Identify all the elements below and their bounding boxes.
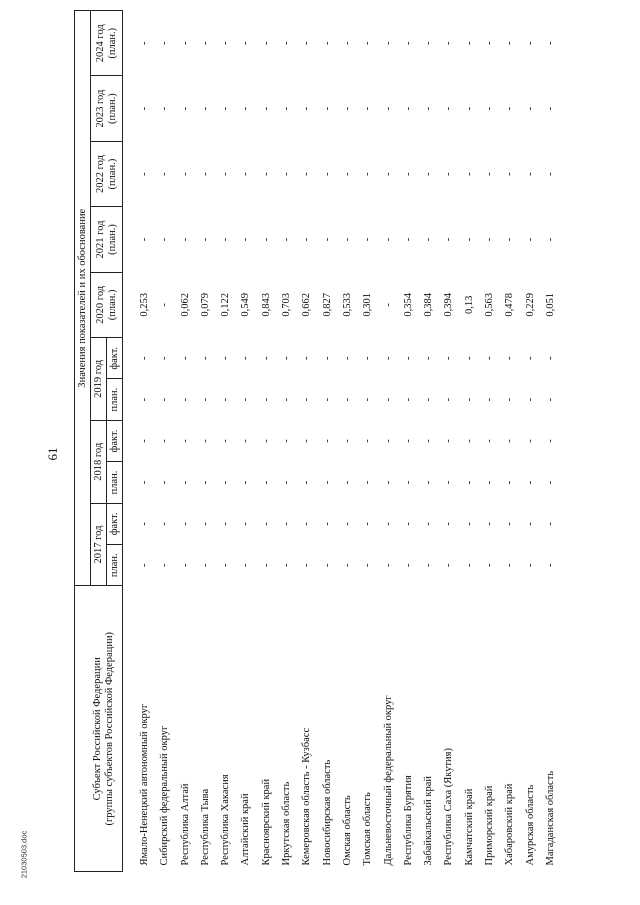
value-cell: - [362,563,374,568]
value-cell: - [402,522,414,526]
value-cell: - [301,356,313,360]
subject-name: Магаданская область [544,770,556,866]
table-row [358,11,378,872]
value-cell: - [199,237,211,242]
value-cell: - [301,480,313,485]
value-cell: - [423,356,435,360]
fact-header: факт. [107,503,123,544]
value-cell: - [524,237,536,242]
value-cell: - [159,356,171,360]
value-cell: - [199,41,211,45]
value-cell: - [382,356,394,360]
value-cell: 0,122 [220,293,232,317]
value-cell: - [463,41,475,45]
value-cell: - [402,106,414,111]
year-2024-header: 2024 год (план.) [91,11,123,76]
subject-name: Ямало-Ненецкий автономный округ [139,703,150,866]
value-cell: - [260,397,272,402]
subject-name: Алтайский край [240,793,252,866]
table-row [135,11,155,872]
value-cell: 0,13 [463,295,475,315]
value-cell: - [484,563,496,568]
subject-name: Омская область [341,795,353,866]
value-cell: - [139,563,150,568]
value-cell: - [423,172,435,176]
subject-column-header [75,586,123,872]
value-cell: - [159,41,171,45]
value-cell: - [443,480,455,485]
table-body [123,11,562,872]
value-cell: 0,079 [199,293,211,317]
value-cell: - [443,106,455,111]
value-cell: - [220,106,232,111]
table-row [399,11,419,872]
value-cell: - [463,106,475,111]
value-cell: - [402,439,414,443]
value-cell: 0,533 [341,293,353,317]
value-cell: 0,062 [179,293,191,317]
table-row [379,11,399,872]
value-cell: - [484,439,496,443]
value-cell: - [443,172,455,176]
value-cell: - [240,522,252,526]
value-cell: - [240,237,252,242]
year-2021-header: 2021 год (план.) [91,207,123,272]
value-cell: - [382,397,394,402]
value-cell: - [443,439,455,443]
value-cell: - [524,172,536,176]
value-cell: - [139,522,150,526]
value-cell: - [139,356,150,360]
value-cell: - [301,522,313,526]
value-cell: - [240,439,252,443]
value-cell: 0,384 [423,293,435,317]
table-row [196,11,216,872]
value-cell: - [484,522,496,526]
table-row [460,11,480,872]
subject-name: Республика Тыва [199,788,211,866]
value-cell: 0,301 [362,293,374,317]
value-cell: - [260,439,272,443]
subject-name: Хабаровский край [504,783,516,866]
value-cell: - [524,41,536,45]
year-2018-header: 2018 год [91,420,107,503]
value-cell: - [443,522,455,526]
table-row [155,11,175,872]
value-cell: - [504,397,516,402]
year-2019-header: 2019 год [91,338,107,421]
file-name: 21030503.doc [19,830,29,879]
value-cell: - [240,480,252,485]
value-cell: - [281,397,293,402]
subject-name: Республика Саха (Якутия) [443,748,455,866]
value-cell: - [544,106,556,111]
value-cell: 0,354 [402,293,414,317]
value-cell: - [463,522,475,526]
value-cell: - [199,439,211,443]
value-cell: 0,827 [321,293,333,317]
year-2022-header: 2022 год (план.) [91,141,123,206]
value-cell: - [179,237,191,242]
value-cell: - [240,563,252,568]
value-cell: - [402,356,414,360]
table-row [277,11,297,872]
value-cell: - [281,237,293,242]
value-cell: - [260,563,272,568]
value-cell: - [341,522,353,526]
value-cell: - [382,563,394,568]
value-cell: - [281,480,293,485]
value-cell: - [159,303,171,307]
value-cell: - [321,41,333,45]
value-cell: - [220,480,232,485]
table-row [500,11,520,872]
value-cell: - [179,563,191,568]
value-cell: - [504,480,516,485]
table-row [541,11,561,872]
value-cell: - [139,172,150,176]
table-row [297,11,317,872]
table-header [75,11,123,872]
subject-name: Красноярский край [260,778,272,866]
subject-name: Кемеровская область - Кузбасс [301,727,313,866]
rotated-table-container [74,10,578,872]
value-cell: - [240,106,252,111]
indicators-table [74,10,561,872]
value-cell: - [139,397,150,402]
value-cell: - [321,522,333,526]
value-cell: - [179,480,191,485]
value-cell: - [260,172,272,176]
value-cell: - [301,41,313,45]
value-cell: - [544,563,556,568]
value-cell: 0,394 [443,293,455,317]
subject-name: Сибирский федеральный округ [159,725,171,866]
value-cell: - [220,41,232,45]
value-cell: - [402,563,414,568]
value-cell: - [341,480,353,485]
value-cell: - [341,237,353,242]
value-cell: - [423,237,435,242]
plan-header: план. [107,379,123,420]
values-header: Значения показателей и их обоснование [75,11,91,586]
value-cell: - [159,480,171,485]
value-cell: - [179,439,191,443]
value-cell: - [423,106,435,111]
value-cell: - [159,172,171,176]
value-cell: 0,549 [240,293,252,317]
value-cell: - [463,172,475,176]
value-cell: - [301,397,313,402]
value-cell: - [382,439,394,443]
value-cell: - [524,356,536,360]
value-cell: - [544,237,556,242]
value-cell: - [199,522,211,526]
spacer-row [123,11,136,872]
value-cell: 0,478 [504,293,516,317]
value-cell: - [220,356,232,360]
value-cell: - [402,237,414,242]
table-row [216,11,236,872]
value-cell: - [159,397,171,402]
value-cell: - [199,480,211,485]
value-cell: - [544,522,556,526]
value-cell: - [544,397,556,402]
value-cell: 0,253 [139,293,150,317]
plan-header: план. [107,462,123,503]
value-cell: - [341,397,353,402]
value-cell: - [240,397,252,402]
value-cell: - [524,480,536,485]
value-cell: - [362,356,374,360]
value-cell: 0,843 [260,293,272,317]
value-cell: - [362,480,374,485]
value-cell: - [544,41,556,45]
subject-name: Новосибирская область [321,759,333,866]
value-cell: - [484,41,496,45]
value-cell: - [362,439,374,443]
table-row [338,11,358,872]
value-cell: - [240,172,252,176]
value-cell: - [179,172,191,176]
value-cell: - [504,439,516,443]
value-cell: - [281,356,293,360]
year-2017-header: 2017 год [91,503,107,586]
value-cell: - [159,237,171,242]
value-cell: - [281,563,293,568]
subject-name: Приморский край [484,785,496,866]
value-cell: - [402,41,414,45]
value-cell: - [484,106,496,111]
value-cell: - [341,106,353,111]
value-cell: - [220,522,232,526]
value-cell: - [544,172,556,176]
value-cell: - [179,397,191,402]
value-cell: - [423,41,435,45]
value-cell: - [341,563,353,568]
value-cell: - [139,480,150,485]
value-cell: - [281,439,293,443]
value-cell: - [341,172,353,176]
value-cell: - [504,172,516,176]
value-cell: - [443,237,455,242]
value-cell: - [281,41,293,45]
value-cell: - [301,106,313,111]
value-cell: - [463,563,475,568]
value-cell: - [321,439,333,443]
value-cell: - [220,439,232,443]
value-cell: - [220,397,232,402]
table-row [480,11,500,872]
value-cell: - [544,480,556,485]
value-cell: - [341,356,353,360]
value-cell: - [463,356,475,360]
value-cell: - [341,439,353,443]
value-cell: - [139,237,150,242]
value-cell: - [159,563,171,568]
value-cell: - [139,439,150,443]
value-cell: - [484,480,496,485]
value-cell: - [321,172,333,176]
value-cell: - [504,522,516,526]
value-cell: - [463,397,475,402]
value-cell: - [220,237,232,242]
value-cell: - [524,397,536,402]
value-cell: - [484,237,496,242]
value-cell: - [321,397,333,402]
year-2020-header: 2020 год (план.) [91,272,123,337]
value-cell: - [260,480,272,485]
value-cell: - [199,397,211,402]
subject-name: Иркутская область [281,781,293,866]
value-cell: 0,229 [524,293,536,317]
value-cell: - [159,522,171,526]
value-cell: - [524,563,536,568]
table-row [521,11,541,872]
subject-header-line1: Субъект Российской Федерации [91,657,103,801]
subject-name: Камчатский край [463,788,475,866]
year-2023-header: 2023 год (план.) [91,76,123,141]
value-cell: - [321,237,333,242]
value-cell: - [362,397,374,402]
value-cell: 0,563 [484,293,496,317]
value-cell: - [423,563,435,568]
value-cell: - [341,41,353,45]
value-cell: - [321,480,333,485]
value-cell: - [220,172,232,176]
value-cell: - [179,106,191,111]
table-row [419,11,439,872]
value-cell: - [301,172,313,176]
subject-name: Томская область [362,792,374,866]
value-cell: - [524,106,536,111]
value-cell: - [159,439,171,443]
value-cell: - [159,106,171,111]
value-cell: - [463,237,475,242]
value-cell: - [362,522,374,526]
value-cell: - [382,41,394,45]
value-cell: - [463,439,475,443]
table-row [257,11,277,872]
value-cell: - [402,480,414,485]
value-cell: - [240,356,252,360]
value-cell: - [301,563,313,568]
value-cell: - [504,41,516,45]
subject-name: Забайкальский край [423,775,435,866]
subject-name: Республика Хакасия [220,774,232,866]
plan-header: план. [107,545,123,586]
value-cell: - [362,237,374,242]
value-cell: - [260,41,272,45]
subject-header-line2: (группы субъектов Российской Федерации) [103,631,115,826]
value-cell: - [402,172,414,176]
value-cell: - [220,563,232,568]
value-cell: - [382,172,394,176]
value-cell: - [281,522,293,526]
fact-header: факт. [107,420,123,461]
value-cell: - [362,172,374,176]
value-cell: - [260,356,272,360]
value-cell: 0,051 [544,293,556,317]
table-row [318,11,338,872]
value-cell: - [362,106,374,111]
value-cell: - [281,172,293,176]
value-cell: - [260,106,272,111]
table-row [439,11,459,872]
value-cell: - [382,106,394,111]
value-cell: - [504,563,516,568]
value-cell: - [260,522,272,526]
value-cell: - [423,522,435,526]
fact-header: факт. [107,338,123,379]
value-cell: - [484,172,496,176]
value-cell: - [321,356,333,360]
value-cell: - [382,522,394,526]
value-cell: - [179,522,191,526]
value-cell: - [199,172,211,176]
value-cell: - [139,106,150,111]
value-cell: - [382,303,394,307]
value-cell: - [544,356,556,360]
value-cell: - [260,237,272,242]
table-row [176,11,196,872]
value-cell: - [199,563,211,568]
value-cell: - [179,356,191,360]
value-cell: - [301,237,313,242]
value-cell: - [443,397,455,402]
value-cell: - [463,480,475,485]
value-cell: - [423,439,435,443]
value-cell: - [382,480,394,485]
value-cell: - [443,41,455,45]
value-cell: 0,662 [301,293,313,317]
subject-name: Амурская область [524,784,536,866]
value-cell: - [199,356,211,360]
page-number: 61 [45,447,60,461]
value-cell: 0,703 [281,293,293,317]
value-cell: - [382,237,394,242]
value-cell: - [443,356,455,360]
table-row [236,11,256,872]
subject-name: Республика Алтай [179,783,191,866]
value-cell: - [301,439,313,443]
subject-name: Дальневосточный федеральный округ [382,695,394,866]
value-cell: - [179,41,191,45]
value-cell: - [362,41,374,45]
value-cell: - [240,41,252,45]
value-cell: - [402,397,414,402]
value-cell: - [504,356,516,360]
value-cell: - [139,41,150,45]
value-cell: - [321,563,333,568]
value-cell: - [321,106,333,111]
value-cell: - [524,522,536,526]
value-cell: - [524,439,536,443]
value-cell: - [423,480,435,485]
value-cell: - [544,439,556,443]
subject-name: Республика Бурятия [402,775,414,866]
value-cell: - [423,397,435,402]
value-cell: - [443,563,455,568]
value-cell: - [484,356,496,360]
value-cell: - [199,106,211,111]
value-cell: - [484,397,496,402]
value-cell: - [504,237,516,242]
value-cell: - [281,106,293,111]
value-cell: - [504,106,516,111]
